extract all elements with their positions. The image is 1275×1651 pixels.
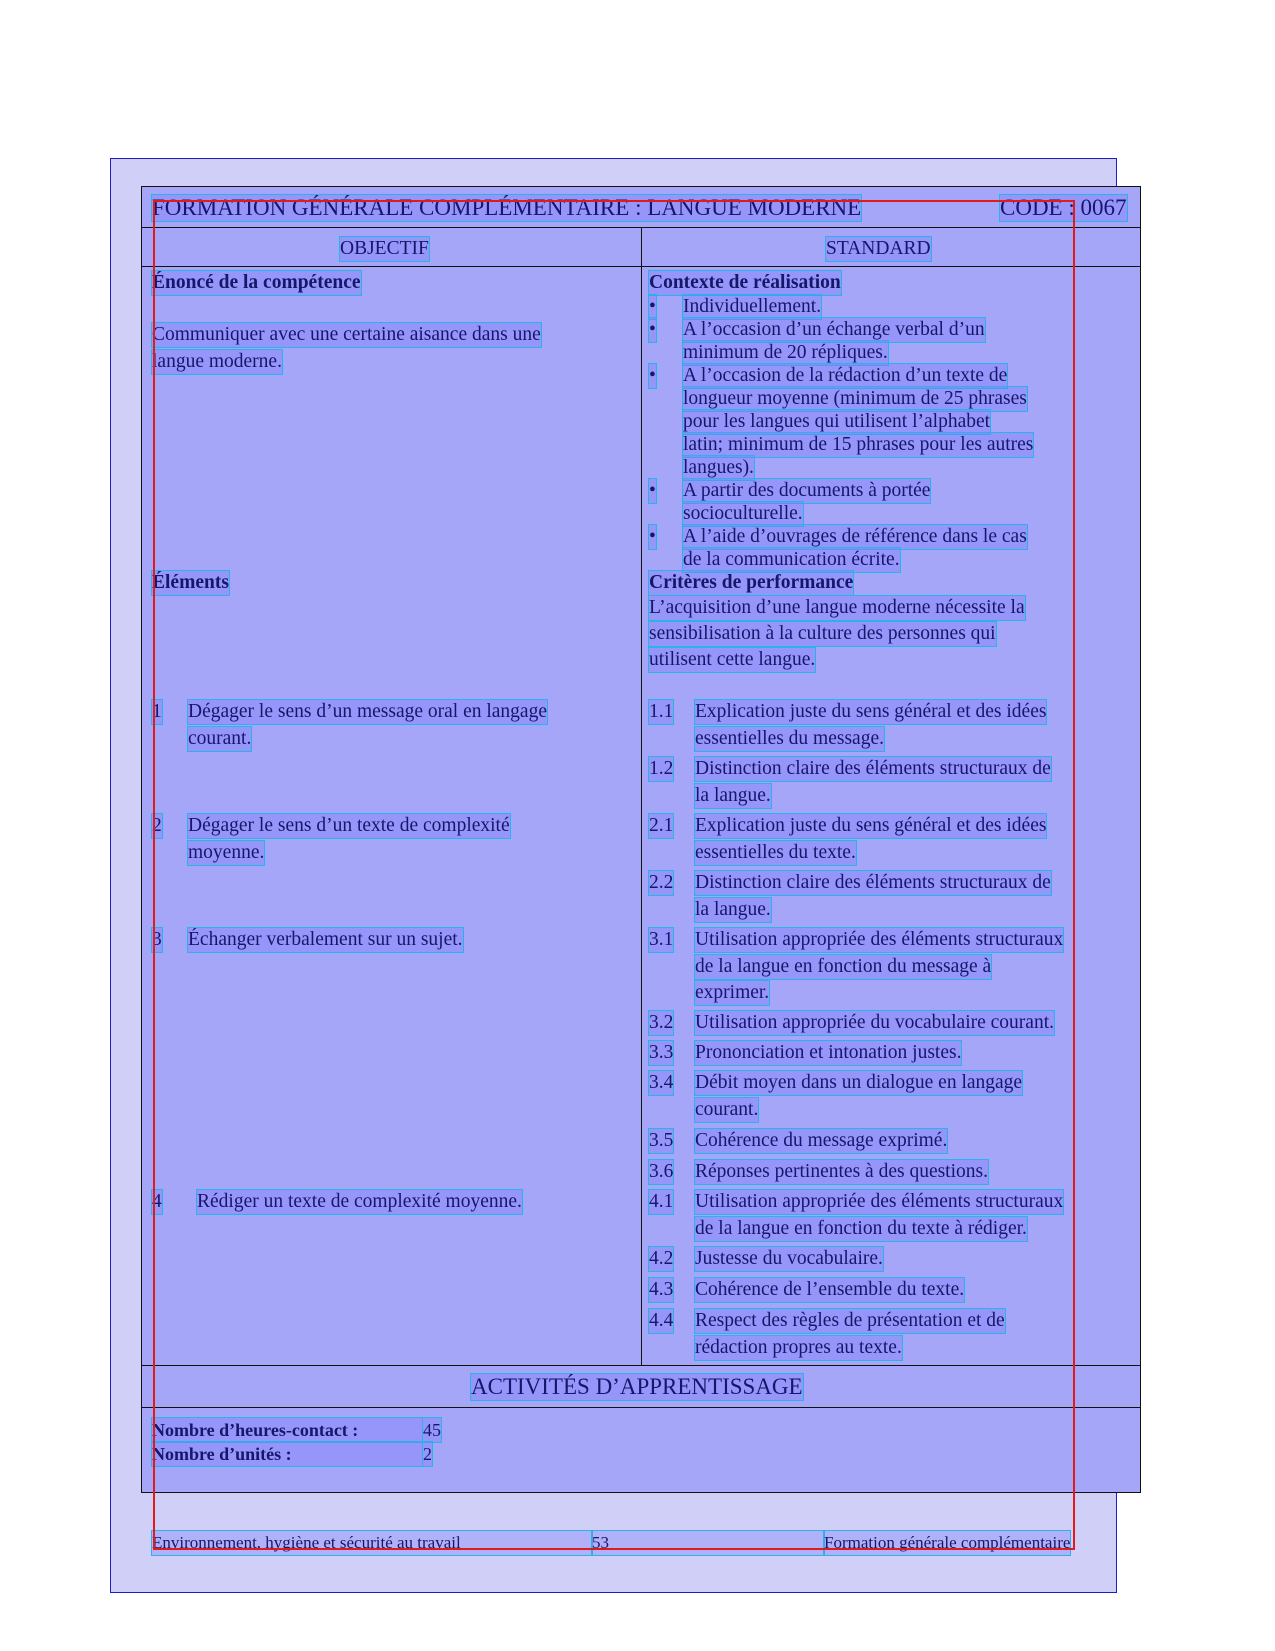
column-divider bbox=[641, 227, 642, 1365]
element-2-line-2: moyenne. bbox=[188, 842, 265, 863]
element-number: 4 bbox=[152, 1191, 162, 1212]
context-bullet: • bbox=[649, 319, 656, 340]
criteria-intro-line-2: sensibilisation à la culture des personnes qui bbox=[649, 623, 996, 644]
criterion-number: 3.5 bbox=[649, 1130, 674, 1151]
criterion-4-4-line-1: Respect des règles de présentation et de bbox=[695, 1310, 1005, 1331]
context-item-5-line-2: de la communication écrite. bbox=[683, 549, 900, 570]
hours-value: 45 bbox=[423, 1420, 441, 1440]
context-bullet: • bbox=[649, 365, 656, 386]
elements-heading: Éléments bbox=[152, 572, 229, 593]
criterion-number: 2.2 bbox=[649, 872, 674, 893]
criterion-3-5-line-1: Cohérence du message exprimé. bbox=[695, 1130, 948, 1151]
criterion-4-1-line-1: Utilisation appropriée des éléments structuraux bbox=[695, 1191, 1064, 1212]
criterion-4-2-line-1: Justesse du vocabulaire. bbox=[695, 1248, 883, 1269]
column-objectif: OBJECTIF bbox=[340, 238, 429, 259]
context-item-2-line-1: A l’occasion d’un échange verbal d’un bbox=[683, 319, 985, 340]
criterion-3-4-line-1: Débit moyen dans un dialogue en langage bbox=[695, 1072, 1023, 1093]
units-label: Nombre d’unités : bbox=[152, 1442, 422, 1466]
element-number: 2 bbox=[152, 815, 162, 836]
context-item-4-line-1: A partir des documents à portée bbox=[683, 480, 931, 501]
criterion-number: 4.1 bbox=[649, 1191, 674, 1212]
criterion-4-4-line-2: rédaction propres au texte. bbox=[695, 1337, 902, 1358]
criterion-1-1-line-2: essentielles du message. bbox=[695, 728, 884, 749]
element-number: 1 bbox=[152, 701, 162, 722]
context-heading: Contexte de réalisation bbox=[649, 272, 841, 293]
criterion-number: 1.1 bbox=[649, 701, 674, 722]
hours-label: Nombre d’heures-contact : bbox=[152, 1418, 422, 1442]
criterion-number: 3.1 bbox=[649, 929, 674, 950]
criterion-3-6-line-1: Réponses pertinentes à des questions. bbox=[695, 1161, 988, 1182]
element-2-line-1: Dégager le sens d’un texte de complexité bbox=[188, 815, 510, 836]
activities-heading: ACTIVITÉS D’APPRENTISSAGE bbox=[471, 1374, 803, 1399]
context-item-3-line-4: latin; minimum de 15 phrases pour les autres bbox=[683, 434, 1034, 455]
rule-above-activities bbox=[141, 1365, 1141, 1366]
footer-right: Formation générale complémentaire bbox=[824, 1531, 1070, 1555]
footer-left: Environnement, hygiène et sécurité au travail bbox=[152, 1531, 592, 1555]
context-item-3-line-1: A l’occasion de la rédaction d’un texte de bbox=[683, 365, 1008, 386]
criterion-3-4-line-2: courant. bbox=[695, 1099, 759, 1120]
criterion-2-1-line-1: Explication juste du sens général et des idées bbox=[695, 815, 1047, 836]
element-1-line-2: courant. bbox=[188, 728, 252, 749]
criterion-1-1-line-1: Explication juste du sens général et des idées bbox=[695, 701, 1047, 722]
context-item-3-line-5: langues). bbox=[683, 457, 754, 478]
criterion-number: 4.2 bbox=[649, 1248, 674, 1269]
column-standard: STANDARD bbox=[826, 238, 931, 259]
context-item-4-line-2: socioculturelle. bbox=[683, 503, 803, 524]
criterion-number: 2.1 bbox=[649, 815, 674, 836]
criterion-number: 1.2 bbox=[649, 758, 674, 779]
criterion-number: 3.4 bbox=[649, 1072, 674, 1093]
context-bullet: • bbox=[649, 480, 656, 501]
context-bullet: • bbox=[649, 526, 656, 547]
criterion-2-1-line-2: essentielles du texte. bbox=[695, 842, 856, 863]
document-code: CODE : 0067 bbox=[1000, 195, 1127, 220]
element-1-line-1: Dégager le sens d’un message oral en langage bbox=[188, 701, 547, 722]
criterion-3-3-line-1: Prononciation et intonation justes. bbox=[695, 1042, 962, 1063]
criterion-number: 3.2 bbox=[649, 1012, 674, 1033]
criterion-number: 3.6 bbox=[649, 1161, 674, 1182]
document-title: FORMATION GÉNÉRALE COMPLÉMENTAIRE : LANGUE MODERNE bbox=[152, 195, 862, 220]
element-number: 3 bbox=[152, 929, 162, 950]
context-bullet: • bbox=[649, 296, 656, 317]
context-item-5-line-1: A l’aide d’ouvrages de référence dans le cas bbox=[683, 526, 1027, 547]
context-item-3-line-3: pour les langues qui utilisent l’alphabet bbox=[683, 411, 991, 432]
units-value: 2 bbox=[423, 1444, 432, 1464]
element-4-line-1: Rédiger un texte de complexité moyenne. bbox=[197, 1191, 522, 1212]
criterion-1-2-line-1: Distinction claire des éléments structuraux de bbox=[695, 758, 1051, 779]
context-item-2-line-2: minimum de 20 répliques. bbox=[683, 342, 888, 363]
context-item-3-line-2: longueur moyenne (minimum de 25 phrases bbox=[683, 388, 1027, 409]
criterion-1-2-line-2: la langue. bbox=[695, 785, 771, 806]
criteria-intro-line-1: L’acquisition d’une langue moderne nécessite la bbox=[649, 597, 1025, 618]
criterion-3-1-line-2: de la langue en fonction du message à bbox=[695, 956, 992, 977]
criterion-3-1-line-3: exprimer. bbox=[695, 982, 770, 1003]
criterion-4-1-line-2: de la langue en fonction du texte à rédiger. bbox=[695, 1218, 1027, 1239]
criterion-3-2-line-1: Utilisation appropriée du vocabulaire courant. bbox=[695, 1012, 1054, 1033]
footer-page-number: 53 bbox=[592, 1531, 824, 1555]
element-3-line-1: Échanger verbalement sur un sujet. bbox=[188, 929, 463, 950]
criterion-3-1-line-1: Utilisation appropriée des éléments structuraux bbox=[695, 929, 1064, 950]
competence-line-1: Communiquer avec une certaine aisance dans une bbox=[152, 324, 541, 345]
competence-line-2: langue moderne. bbox=[152, 351, 282, 372]
context-item-1-line-1: Individuellement. bbox=[683, 296, 822, 317]
criteria-heading: Critères de performance bbox=[649, 572, 854, 593]
criterion-number: 3.3 bbox=[649, 1042, 674, 1063]
criteria-intro-line-3: utilisent cette langue. bbox=[649, 649, 816, 670]
criterion-4-3-line-1: Cohérence de l’ensemble du texte. bbox=[695, 1279, 965, 1300]
criterion-2-2-line-2: la langue. bbox=[695, 899, 771, 920]
criterion-2-2-line-1: Distinction claire des éléments structuraux de bbox=[695, 872, 1051, 893]
competence-heading: Énoncé de la compétence bbox=[152, 272, 361, 293]
criterion-number: 4.4 bbox=[649, 1310, 674, 1331]
rule-under-activities bbox=[141, 1407, 1141, 1408]
criterion-number: 4.3 bbox=[649, 1279, 674, 1300]
